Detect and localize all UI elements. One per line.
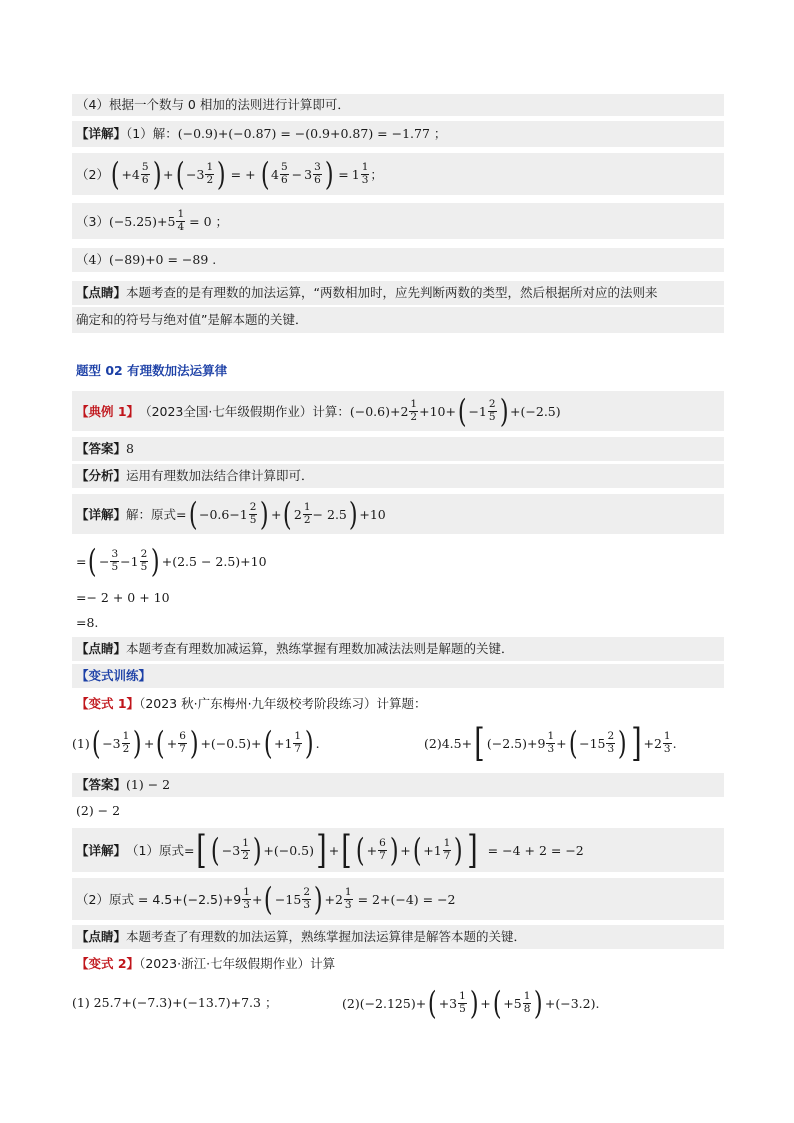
- detail-line-3: [72, 203, 724, 239]
- answer-label: 【答案】: [76, 777, 127, 792]
- problem-2: (2)(−2.125)+ ( +3 $\frac{1}{5}$ ) + ( +5 $\frac{1}{8}$ ) +(−3.2) .: [342, 984, 600, 1022]
- variant-heading-line: [72, 664, 724, 688]
- math-expression: (−0.6)+2 $\frac{1}{2}$ +10+ ( −1 $\frac{2}{5}$ ) +(−2.5): [349, 392, 561, 430]
- math-expression: =8.: [76, 615, 99, 630]
- math-expression: (−5.25)+ 5 $\frac{1}{4}$ = 0 ；: [108, 208, 229, 233]
- text-line: [72, 94, 724, 116]
- item-number: （3）: [76, 214, 109, 229]
- note-text: 确定和的符号与绝对值”是解本题的关键．: [76, 312, 308, 327]
- section-title: [72, 360, 724, 382]
- answer-value: (2) − 2: [76, 803, 121, 818]
- detail-text: （1）解：: [126, 126, 178, 141]
- detail-line: [72, 587, 724, 609]
- detail-text: （1）原式=: [126, 843, 195, 858]
- math-expression: =− 2 + 0 + 10: [76, 590, 170, 605]
- method-step-4: （4）根据一个数与 0 相加的法则进行计算即可．: [76, 97, 350, 112]
- math-expression: = ( − $\frac{3}{5}$ −1 $\frac{2}{5}$ ) +(2.5 − 2.5)+10: [76, 542, 267, 580]
- problem-2: (2)4.5+ [ (−2.5)+9 $\frac{1}{3}$ + ( −15 $\frac{2}{3}$ ) ] +2 $\frac{1}{3}$ .: [424, 721, 677, 765]
- note-line: [72, 925, 724, 949]
- detail-text: 解：原式=: [126, 507, 187, 522]
- detail-label: 【详解】: [76, 126, 127, 141]
- answer-value: (1) − 2: [126, 777, 171, 792]
- math-expression: ( −0.6−1 $\frac{2}{5}$ ) + ( 2 $\frac{1}{2}$ − 2.5 ) +10: [188, 495, 386, 533]
- math-expression: ( +4 $\frac{5}{6}$ ) + ( −3 $\frac{1}{2}$ ) = + ( 4 $\frac{5}{6}$ − 3 $\frac{3}{6}$ ) = 1 $\frac{1}{3}$ ；: [110, 155, 383, 193]
- analysis-label: 【分析】: [76, 468, 127, 483]
- variant-label: 【变式 1】: [76, 696, 140, 711]
- detail-line: [72, 613, 724, 633]
- note-line: [72, 281, 724, 305]
- example-line: [72, 391, 724, 431]
- answer-label: 【答案】: [76, 441, 127, 456]
- variant-line: [72, 693, 724, 715]
- example-text: （2023全国·七年级假期作业）计算：: [139, 404, 350, 419]
- detail-line-4: [72, 248, 724, 272]
- section-title-text: 题型 02 有理数加法运算律: [76, 363, 228, 378]
- answer-line: [72, 437, 724, 461]
- example-label: 【典例 1】: [76, 404, 140, 419]
- variant-text: （2023 秋·广东梅州·九年级校考阶段练习）计算题：: [139, 696, 427, 711]
- detail-label: 【详解】: [76, 843, 127, 858]
- note-text: 本题考查的是有理数的加法运算，“两数相加时，应先判断两数的类型，然后根据所对应的法则来: [126, 285, 658, 300]
- variant-label: 【变式 2】: [76, 956, 140, 971]
- detail-line: [72, 494, 724, 534]
- note-label: 【点睛】: [76, 285, 127, 300]
- variant-heading: 【变式训练】: [76, 668, 152, 683]
- item-number: （2）: [76, 167, 109, 182]
- variant-line: [72, 953, 724, 975]
- note-line: [72, 637, 724, 661]
- analysis-line: [72, 464, 724, 488]
- detail-label: 【详解】: [76, 507, 127, 522]
- note-text: 本题考查有理数加减运算，熟练掌握有理数加减法法则是解题的关键．: [126, 641, 514, 656]
- math-expression: （4）(−89)+0 = −89 .: [76, 252, 217, 267]
- note-line-cont: [72, 307, 724, 333]
- math-expression: (−0.9)+(−0.87) = −(0.9+0.87) = −1.77 ；: [177, 126, 447, 141]
- problem-line: [72, 722, 724, 764]
- problem-line: [72, 982, 724, 1024]
- math-expression: $\frac{1}{3}$ + ( −15 $\frac{2}{3}$ ) +2 $\frac{1}{3}$ = 2+(−4) = −2: [243, 880, 456, 918]
- note-text: 本题考查了有理数的加法运算，熟练掌握加法运算律是解答本题的关键．: [126, 929, 527, 944]
- answer-line: [72, 773, 724, 797]
- detail-line: [72, 828, 724, 872]
- detail-line: [72, 878, 724, 920]
- detail-text: （2）原式 = 4.5+(−2.5)+9: [76, 892, 242, 907]
- variant-text: （2023·浙江·七年级假期作业）计算: [139, 956, 336, 971]
- problem-1: (1) 25.7+(−7.3)+(−13.7)+7.3 ；: [72, 995, 278, 1010]
- answer-line: [72, 800, 724, 822]
- answer-value: 8: [126, 441, 134, 456]
- math-expression: [ ( −3 $\frac{1}{2}$ ) +(−0.5) ] + [ ( + $\frac{6}{7}$ ) + ( +1 $\frac{1}{7}$ ) ] = −4 + 2 = −2: [196, 828, 584, 872]
- problem-1: (1) ( −3 $\frac{1}{2}$ ) + ( + $\frac{6}{7}$ ) +(−0.5)+ ( +1 $\frac{1}{7}$ ) .: [72, 724, 320, 762]
- detail-line-2: [72, 153, 724, 195]
- detail-line: [72, 541, 724, 581]
- analysis-text: 运用有理数加法结合律计算即可．: [126, 468, 314, 483]
- detail-line-1: [72, 121, 724, 147]
- note-label: 【点睛】: [76, 641, 127, 656]
- note-label: 【点睛】: [76, 929, 127, 944]
